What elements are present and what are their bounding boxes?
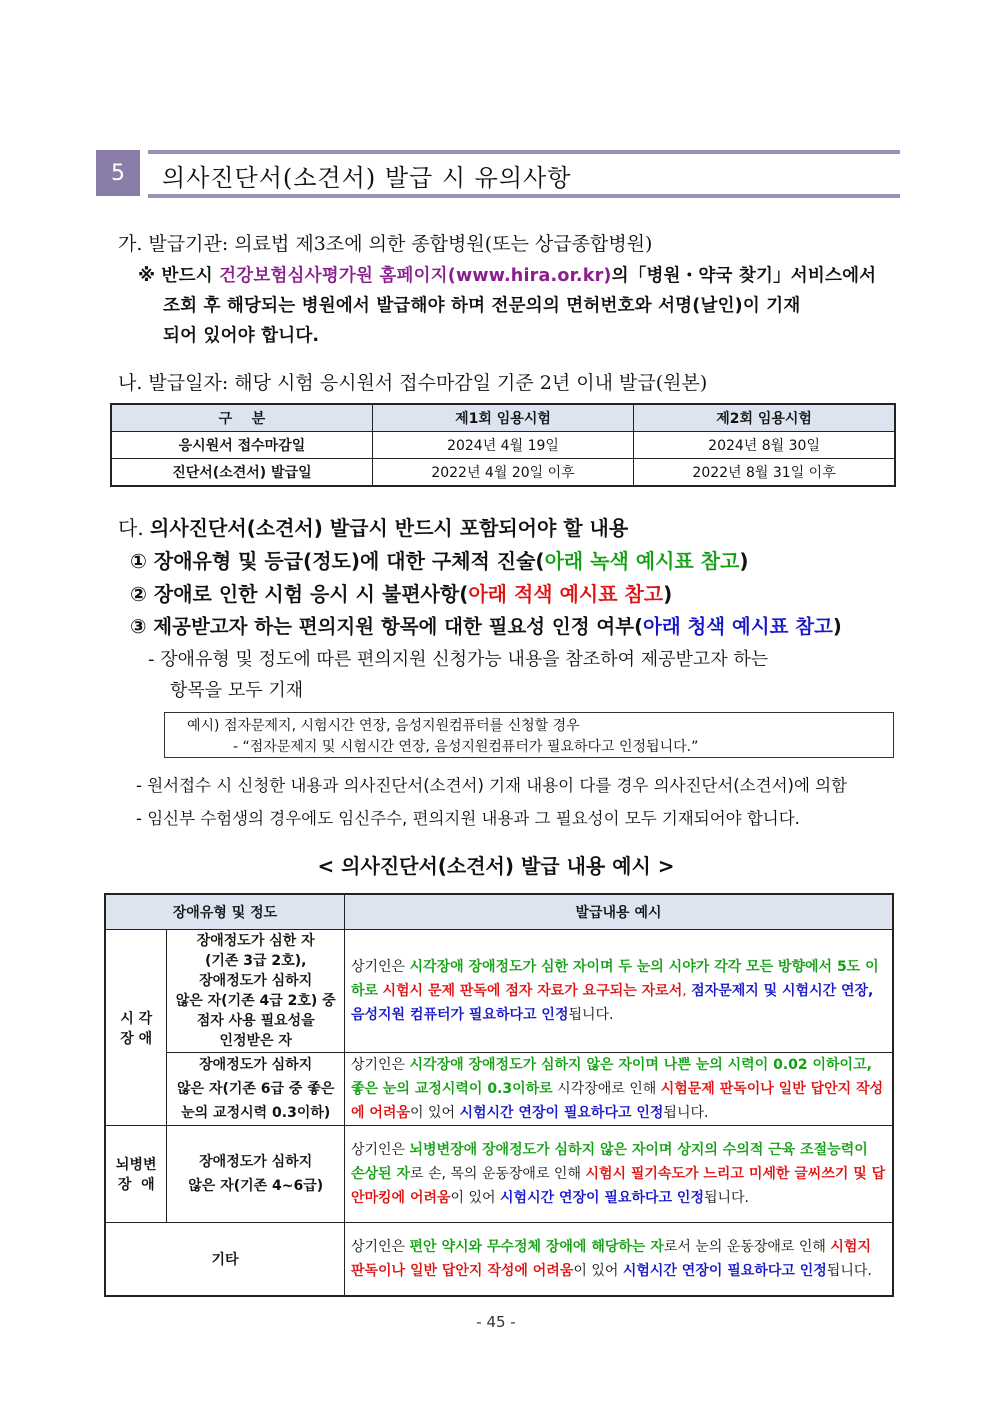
required-item-2: ② 장애로 인한 시험 응시 시 불편사항(아래 적색 예시표 참고) (130, 582, 673, 606)
table-row (105, 1223, 893, 1297)
table-header-row (105, 894, 893, 930)
note-line-2: 조회 후 해당되는 병원에서 발급해야 하며 전문의의 면허번호와 서명(날인)이 기재 (163, 296, 801, 316)
table-row (111, 459, 895, 487)
issue-date-text: 나. 발급일자: 해당 시험 응시원서 접수마감일 기준 2년 이내 발급(원본) (118, 372, 708, 394)
table-cell: 2024년 8월 30일 (634, 432, 895, 459)
example-cell: 상기인은 편안 약시와 무수정체 장애에 해당하는 자로서 눈의 운동장애로 인해 시험지 판독이나 일반 답안지 작성에 어려움이 있어 시험시간 연장이 필요하다고 인정됩니다. (344, 1223, 893, 1297)
page-number: - 45 - (476, 1313, 516, 1331)
section-rule-bottom (148, 194, 900, 198)
issuing-institution: 가. 발급기관: 의료법 제3조에 의한 종합병원(또는 상급종합병원) (118, 233, 653, 255)
dash-note-2: - 원서접수 시 신청한 내용과 의사진단서(소견서) 기재 내용이 다를 경우 의사진단서(소견서)에 의함 (136, 776, 848, 795)
note-line-3: 되어 있어야 합니다. (163, 326, 320, 346)
example-box (164, 712, 894, 758)
dash-note-1-line-2: 항목을 모두 기재 (170, 680, 304, 701)
required-item-1: ① 장애유형 및 등급(정도)에 대한 구체적 진술(아래 녹색 예시표 참고) (130, 549, 749, 573)
table-cell: 2024년 4월 19일 (372, 432, 633, 459)
table-cell: 진단서(소견서) 발급일 (111, 459, 372, 487)
note-line-1: ※ 반드시 건강보험심사평가원 홈페이지(www.hira.or.kr)의「병원・약국 찾기」서비스에서 (138, 266, 877, 286)
example-line-2: - “점자문제지 및 시험시간 연장, 음성지원컴퓨터가 필요하다고 인정됩니다.” (233, 739, 699, 755)
table-cell: 2022년 4월 20일 이후 (372, 459, 633, 487)
table-header-cell: 제2회 임용시험 (634, 404, 895, 432)
subtype-cell: 장애정도가 심하지 않은 자(기존 6급 중 좋은 눈의 교정시력 0.3이하) (167, 1053, 345, 1126)
dash-note-3: - 임신부 수험생의 경우에도 임신주수, 편의지원 내용과 그 필요성이 모두 기재되어야 합니다. (136, 809, 800, 828)
example-cell: 상기인은 시각장애 장애정도가 심하지 않은 자이며 나쁜 눈의 시력이 0.02 이하이고, 좋은 눈의 교정시력이 0.3이하로 시각장애로 인해 시험문제 판독이나 일반 답안지 작성에 어려움이 있어 시험시간 연장이 필요하다고 인정됩니다. (344, 1053, 893, 1126)
table-cell: 응시원서 접수마감일 (111, 432, 372, 459)
example-cell: 상기인은 뇌병변장애 장애정도가 심하지 않은 자이며 상지의 수의적 근육 조절능력이 손상된 자로 손, 목의 운동장애로 인해 시험시 필기속도가 느리고 미세한 글씨쓰기 및 답안마킹에 어려움이 있어 시험시간 연장이 필요하다고 인정됩니다. (344, 1126, 893, 1223)
dash-note-1-line-1: - 장애유형 및 정도에 따른 편의지원 신청가능 내용을 참조하여 제공받고자 하는 (148, 649, 769, 670)
table-row (105, 930, 893, 1053)
subtype-cell: 장애정도가 심하지 않은 자(기존 4~6급) (167, 1126, 345, 1223)
example-cell: 상기인은 시각장애 장애정도가 심한 자이며 두 눈의 시야가 각각 모든 방향에서 5도 이하로 시험시 문제 판독에 점자 자료가 요구되는 자로서, 점자문제지 및 시험시간 연장, 음성지원 컴퓨터가 필요하다고 인정됩니다. (344, 930, 893, 1053)
table-header-cell: 구 분 (111, 404, 372, 432)
table-row (105, 1053, 893, 1126)
table-row (105, 1126, 893, 1223)
section-title: 의사진단서(소견서) 발급 시 유의사항 (162, 164, 572, 192)
hira-link[interactable]: 건강보험심사평가원 홈페이지(www.hira.or.kr) (219, 266, 612, 286)
section-number: 5 (96, 150, 140, 196)
required-content-heading: 다. 의사진단서(소견서) 발급시 반드시 포함되어야 할 내용 (118, 516, 629, 540)
example-table (104, 893, 894, 1297)
category-brain: 뇌병변 장 애 (105, 1126, 167, 1223)
table-header-row (111, 404, 895, 432)
subtype-cell: 장애정도가 심한 자 (기존 3급 2호), 장애정도가 심하지 않은 자(기존 4급 2호) 중 점자 사용 필요성을 인정받은 자 (167, 930, 345, 1053)
required-item-3: ③ 제공받고자 하는 편의지원 항목에 대한 필요성 인정 여부(아래 청색 예시표 참고) (130, 615, 842, 638)
category-visual: 시 각 장 애 (105, 930, 167, 1126)
issue-date-table (110, 403, 896, 487)
example-table-title: < 의사진단서(소견서) 발급 내용 예시 > (317, 854, 675, 878)
table-row (111, 432, 895, 459)
table-header-cell: 제1회 임용시험 (372, 404, 633, 432)
table-header-cell: 장애유형 및 정도 (105, 894, 344, 930)
table-header-cell: 발급내용 예시 (344, 894, 893, 930)
example-line-1: 예시) 점자문제지, 시험시간 연장, 음성지원컴퓨터를 신청할 경우 (187, 718, 580, 734)
category-other: 기타 (105, 1223, 344, 1297)
section-rule-top (148, 150, 900, 154)
table-cell: 2022년 8월 31일 이후 (634, 459, 895, 487)
section-header (96, 150, 900, 198)
